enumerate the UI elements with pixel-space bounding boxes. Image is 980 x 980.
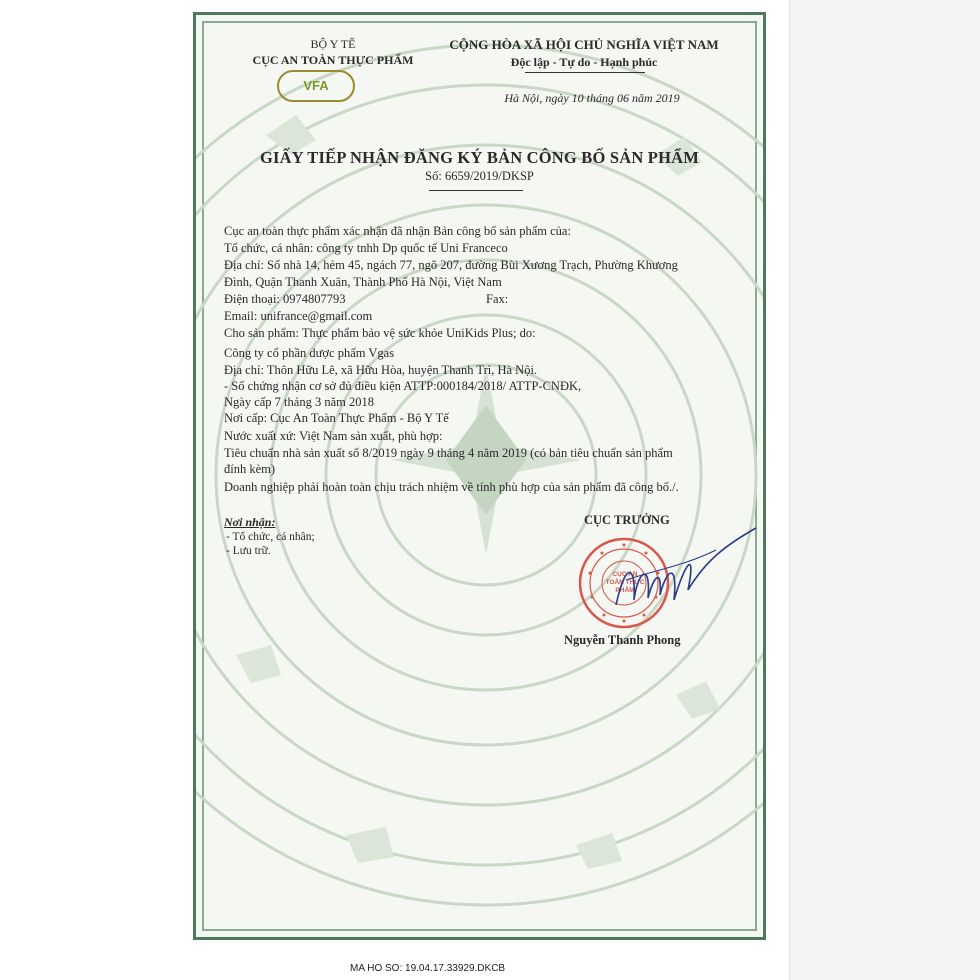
- signer-name: Nguyễn Thanh Phong: [564, 633, 681, 647]
- ministry-name: BỘ Y TẾ: [310, 37, 356, 51]
- manufacturer-line: Công ty cổ phần dược phẩm Vgas: [224, 346, 395, 360]
- origin-line: Nước xuất xứ: Việt Nam sản xuất, phù hợp:: [224, 429, 443, 443]
- certificate-document: [193, 12, 766, 940]
- certificate-issuer: Nơi cấp: Cục An Toàn Thực Phẩm - Bộ Y Tế: [224, 411, 449, 425]
- email-line: Email: unifrance@gmail.com: [224, 309, 373, 323]
- issue-place-date: Hà Nội, ngày 10 tháng 06 năm 2019: [504, 91, 680, 105]
- handwritten-signature: [596, 520, 766, 620]
- manufacturer-address: Địa chỉ: Thôn Hữu Lê, xã Hữu Hòa, huyện Thanh Trì, Hà Nội.: [224, 363, 538, 377]
- address-line-1: Địa chỉ: Số nhà 14, hẻm 45, ngách 77, ngõ 207, đường Bùi Xương Trạch, Phường Khương: [224, 258, 678, 272]
- national-motto: Độc lập - Tự do - Hạnh phúc: [510, 55, 658, 69]
- document-title: GIẤY TIẾP NHẬN ĐĂNG KÝ BẢN CÔNG BỐ SẢN PHẨM: [259, 148, 699, 167]
- agency-name: CỤC AN TOÀN THỰC PHẨM: [252, 53, 414, 67]
- body-intro: Cục an toàn thực phẩm xác nhận đã nhận Bản công bố sản phẩm của:: [224, 224, 571, 238]
- certificate-line: - Số chứng nhận cơ sở đủ điều kiện ATTP:000184/2018/ ATTP-CNĐK,: [224, 379, 582, 393]
- vfa-logo: VFA: [277, 70, 355, 102]
- recipients-heading: Nơi nhận:: [224, 515, 276, 529]
- address-line-2: Đình, Quận Thanh Xuân, Thành Phố Hà Nội, Việt Nam: [224, 275, 502, 289]
- standard-line-2: đính kèm): [224, 462, 276, 476]
- dossier-code: MA HO SO: 19.04.17.33929.DKCB: [350, 963, 506, 974]
- responsibility-line: Doanh nghiệp phải hoàn toàn chịu trách nhiệm về tính phù hợp của sản phẩm đã công bố./.: [224, 480, 679, 494]
- fax-line: Fax:: [486, 292, 509, 306]
- recipient-item: - Tổ chức, cá nhân;: [226, 531, 315, 543]
- organization-line: Tổ chức, cá nhân: công ty tnhh Dp quốc tế Uni Franceco: [224, 241, 508, 255]
- phone-line: Điện thoại: 0974807793: [224, 292, 346, 306]
- document-number: Số: 6659/2019/DKSP: [425, 169, 534, 183]
- number-underline: [429, 190, 523, 191]
- stamp-center-text: CỤC AN TOÀN THỰC PHẨM: [605, 571, 645, 594]
- recipient-item: - Lưu trữ.: [226, 545, 271, 557]
- country-name: CỘNG HÒA XÃ HỘI CHỦ NGHĨA VIỆT NAM: [449, 37, 719, 52]
- standard-line-1: Tiêu chuẩn nhà sản xuất số 8/2019 ngày 9 tháng 4 năm 2019 (có bản tiêu chuẩn sản phẩm: [224, 446, 673, 460]
- viewer-side-panel: [789, 0, 980, 980]
- product-line: Cho sản phẩm: Thực phẩm bảo vệ sức khỏe UniKids Plus; do:: [224, 326, 536, 340]
- signer-role: CỤC TRƯỞNG: [584, 513, 670, 527]
- motto-underline: [525, 72, 645, 73]
- certificate-date: Ngày cấp 7 tháng 3 năm 2018: [224, 395, 374, 409]
